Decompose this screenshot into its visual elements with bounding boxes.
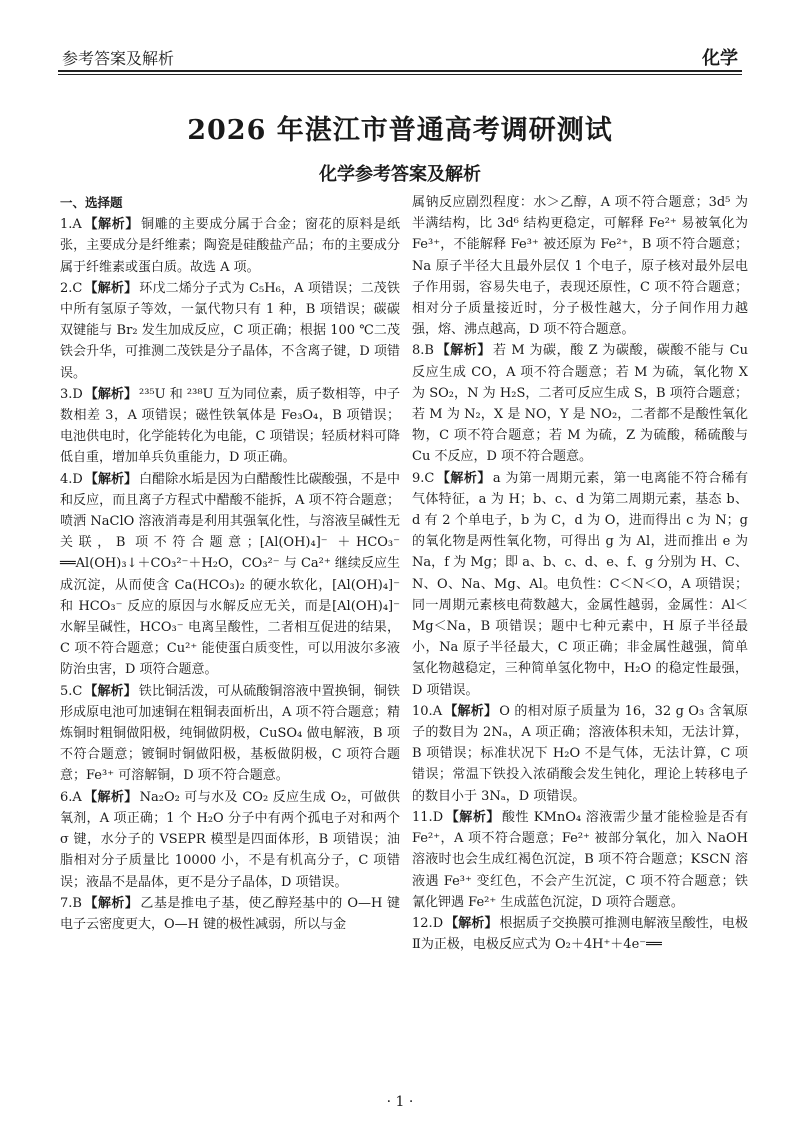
analysis-tag: 【解析】: [444, 703, 498, 719]
answer-letter: B: [72, 895, 82, 911]
analysis-tag: 【解析】: [84, 471, 138, 487]
analysis-text: O 的相对原子质量为 16，32 g O₃ 含氧原子的数目为 2Nₐ，A 项正确；溶液体积未知，无法计算，B 项错误；标准状况下 H₂O 不是气体，无法计算，C 项错误；常温下铁投入浓硝酸会发生钝化，理论上转移电子的数目小于 3Nₐ，D 项错误。: [412, 703, 748, 804]
section-heading: 一、选择题: [60, 195, 123, 210]
header-subject-label: 化学: [702, 48, 738, 69]
analysis-tag: 【解析】: [84, 386, 137, 402]
analysis-text: 酸性 KMnO₄ 溶液需少量才能检验是否有 Fe²⁺，A 项不符合题意；Fe²⁺ 被部分氧化，加入 NaOH 溶液时也会生成红褐色沉淀，B 项不符合题意；KSCN 溶液遇 Fe³⁺ 变红色，不会产生沉淀，C 项不符合题意；铁氰化钾遇 Fe²⁺ 生成蓝色沉淀，D 项符合题意。: [412, 809, 748, 910]
left-question-list: [60, 214, 400, 935]
page-number: · 1 ·: [386, 1094, 414, 1110]
document-subtitle: 化学参考答案及解析: [319, 164, 481, 185]
question-number: 5.: [60, 683, 73, 699]
answer-letter: D: [432, 915, 444, 931]
answer-letter: C: [424, 470, 435, 486]
answer-letter: A: [432, 703, 443, 719]
answer-letter: A: [72, 789, 82, 805]
analysis-text: 铜雕的主要成分属于合金；窗花的原料是纸张，主要成分是纤维素；陶瓷是硅酸盐产品；布的主要成分属于纤维素或蛋白质。故选 A 项。: [60, 217, 400, 275]
answer-item: [60, 681, 400, 787]
header-rule: [58, 74, 742, 75]
analysis-tag: 【解析】: [83, 895, 139, 911]
answer-item: [60, 278, 400, 384]
right-column: [412, 192, 748, 955]
answer-letter: C: [72, 280, 83, 296]
answer-item: [60, 469, 400, 681]
analysis-text: 若 M 为碳，酸 Z 为碳酸，碳酸不能与 Cu 反应生成 CO，A 项不符合题意；若 M 为硫，氧化物 X 为 SO₂，N 为 H₂S，二者可反应生成 S，B 项符合题意；若 M 为 N₂，X 是 NO，Y 是 NO₂，二者都不是酸性氧化物，C 项不符合题意；若 M 为硫，Z 为硫酸，稀硫酸与 Cu 不反应，D 项不符合题意。: [412, 343, 748, 465]
answer-item: [412, 468, 748, 701]
question-number: 12.: [412, 915, 433, 931]
question-number: 8.: [412, 343, 425, 359]
analysis-text: 铁比铜活泼，可从硫酸铜溶液中置换铜，铜铁形成原电池可加速铜在粗铜表面析出，A 项不符合题意；精炼铜时粗铜做阳极，纯铜做阴极，CuSO₄ 做电解液，B 项不符合题意；镀铜时铜做阳极，基板做阴极，C 项符合题意；Fe³⁺ 可溶解铜，D 项不符合题意。: [60, 683, 400, 784]
answer-letter: B: [424, 343, 434, 359]
answer-item: [60, 787, 400, 893]
document-title: 2026 年湛江市普通高考调研测试: [187, 115, 613, 146]
analysis-tag: 【解析】: [435, 343, 492, 359]
answer-item: [412, 340, 748, 467]
answer-item: [60, 214, 400, 278]
answer-item: [60, 384, 400, 469]
analysis-tag: 【解析】: [445, 809, 500, 825]
question-number: 10.: [412, 703, 433, 719]
question-number: 4.: [60, 471, 73, 487]
question-number: 6.: [60, 789, 73, 805]
answer-letter: D: [432, 809, 444, 825]
analysis-text: ²³⁵U 和 ²³⁸U 互为同位素，质子数相等，中子数相差 3，A 项错误；磁性铁氧体是 Fe₃O₄，B 项错误；电池供电时，化学能转化为电能，C 项错误；轻质材料可降低自重，增加单兵负重能力，D 项正确。: [60, 386, 400, 466]
question-number: 3.: [60, 386, 73, 402]
answer-item: [60, 893, 400, 935]
question-number: 9.: [412, 470, 425, 486]
question-number: 11.: [412, 809, 433, 825]
analysis-text: 白醋除水垢是因为白醋酸性比碳酸强，不是中和反应，而且离子方程式中醋酸不能拆，A 项不符合题意；喷洒 NaClO 溶液消毒是利用其强氧化性，与溶液呈碱性无关联，B 项不符合题意；[Al(OH)₄]⁻ ＋HCO₃⁻ ══Al(OH)₃↓＋CO₃²⁻＋H₂O，CO₃²⁻ 与 Ca²⁺ 继续反应生成沉淀，从而使含 Ca(HCO₃)₂ 的硬水软化，[Al(OH)₄]⁻ 和 HCO₃⁻ 反应的原因与水解反应无关，而是[Al(OH)₄]⁻ 水解呈碱性，HCO₃⁻ 电离呈酸性，二者相互促进的结果，C 项不符合题意；Cu²⁺ 能使蛋白质变性，可以用波尔多液防治虫害，D 项符合题意。: [60, 471, 400, 678]
analysis-tag: 【解析】: [436, 470, 491, 486]
answer-letter: C: [72, 683, 83, 699]
analysis-text: a 为第一周期元素，第一电离能不符合稀有气体特征，a 为 H；b、c、d 为第二周期元素，基态 b、d 有 2 个单电子，b 为 C，d 为 O，进而得出 c 为 N；g 的氧化物是两性氧化物，可得出 g 为 Al，进而推出 e 为 Na，f 为 Mg；即 a、b、c、d、e、f、g 分别为 H、C、N、O、Na、Mg、Al。电负性：C＜N＜O，A 项错误；同一周期元素核电荷数越大，金属性越弱，金属性：Al＜Mg＜Na，B 项错误；题中七种元素中，H 原子半径最小，Na 原子半径最大，C 项正确；非金属性越强，简单氢化物越稳定，三种简单氢化物中，H₂O 的稳定性最强，D 项错误。: [412, 470, 748, 698]
analysis-text: 乙基是推电子基，使乙醇羟基中的 O—H 键电子云密度更大，O—H 键的极性减弱，所以与金: [60, 895, 400, 932]
page-header: [58, 34, 742, 72]
question-number: 7.: [60, 895, 73, 911]
question-number: 1.: [60, 217, 73, 233]
analysis-tag: 【解析】: [445, 915, 498, 931]
answer-letter: D: [72, 471, 83, 487]
right-question-list: [412, 192, 748, 955]
analysis-text: 属钠反应剧烈程度：水＞乙醇，A 项不符合题意；3d⁵ 为半满结构，比 3d⁶ 结构更稳定，可解释 Fe²⁺ 易被氧化为 Fe³⁺，不能解释 Fe³⁺ 被还原为 Fe²⁺，B 项不符合题意；Na 原子半径大且最外层仅 1 个电子，原子核对最外层电子作用弱，容易失电子，表现还原性，C 项不符合题意；相对分子质量接近时，分子极性越大，分子间作用力越强，熔、沸点越高，D 项不符合题意。: [412, 195, 748, 338]
answer-item: [412, 701, 748, 807]
analysis-tag: 【解析】: [83, 217, 140, 233]
answer-item: [412, 913, 748, 955]
analysis-text: 根据质子交换膜可推测电解液呈酸性，电极Ⅱ为正极，电极反应式为 O₂＋4H⁺＋4e⁻══: [412, 915, 748, 953]
left-column: [60, 192, 400, 935]
analysis-text: Na₂O₂ 可与水及 CO₂ 反应生成 O₂，可做供氧剂，A 项正确；1 个 H₂O 分子中有两个孤电子对和两个 σ 键，水分子的 VSEPR 模型是四面体形，B 项错误；油脂相对分子质量比 10000 小，不是有机高分子，C 项错误；液晶不是晶体，更不是分子晶体，D 项错误。: [60, 789, 400, 890]
analysis-tag: 【解析】: [84, 683, 137, 699]
answer-letter: D: [72, 386, 83, 402]
answer-item: [412, 807, 748, 913]
analysis-tag: 【解析】: [83, 789, 138, 805]
answer-letter: A: [72, 217, 82, 233]
header-left-label: 参考答案及解析: [62, 49, 175, 68]
question-number: 2.: [60, 280, 73, 296]
answer-item: [412, 192, 748, 340]
analysis-tag: 【解析】: [84, 280, 138, 296]
analysis-text: 环戊二烯分子式为 C₅H₆，A 项错误；二茂铁中所有氢原子等效，一氯代物只有 1 种，B 项错误；碳碳双键能与 Br₂ 发生加成反应，C 项正确；根据 100 ℃二茂铁会升华，可推测二茂铁是分子晶体，不含离子键，D 项错误。: [60, 280, 400, 381]
